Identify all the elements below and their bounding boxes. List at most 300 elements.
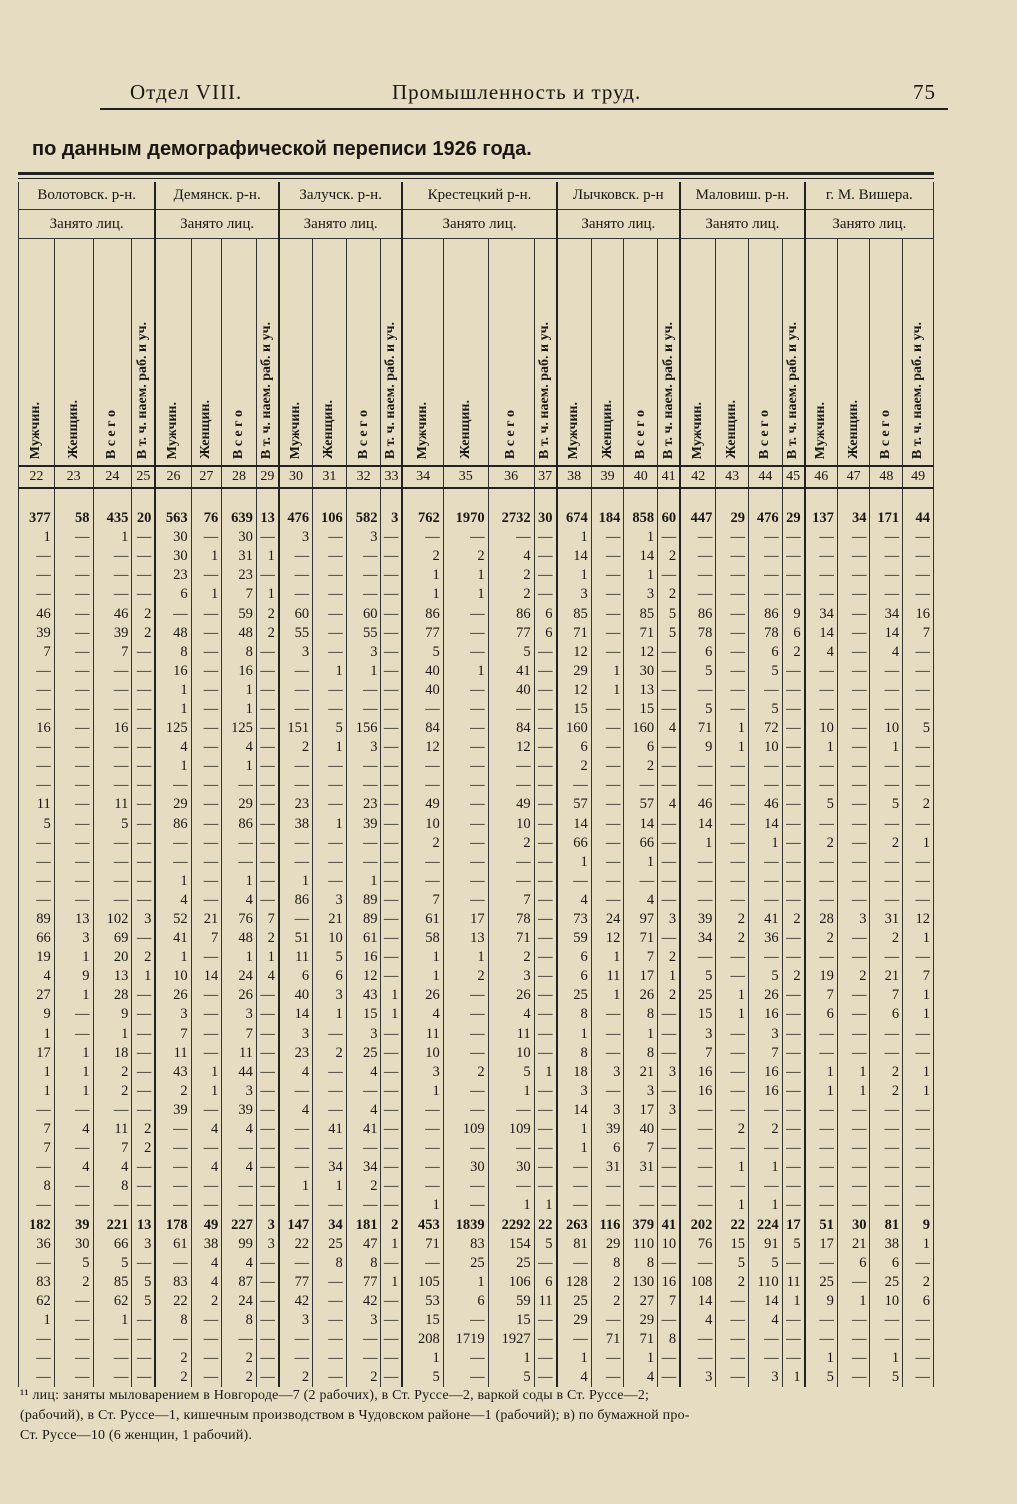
table-cell: 13 [54,910,93,929]
table-cell: 1 [381,1235,402,1254]
table-cell: — [19,585,55,604]
table-cell: — [837,1311,870,1330]
table-cell: — [132,757,156,776]
table-cell: — [805,1177,838,1196]
table-cell: 4 [402,1005,443,1024]
table-cell: — [54,585,93,604]
table-cell: 2 [782,967,805,986]
table-cell: 6 [534,1273,556,1292]
table-cell: — [557,872,592,891]
table-cell: 17 [624,1101,658,1120]
table-cell: — [805,1254,838,1273]
table-cell: 2 [132,948,156,967]
table-cell: — [155,776,191,795]
table-cell: 61 [402,910,443,929]
table-cell: 1 [19,1311,55,1330]
table-cell: — [402,1177,443,1196]
table-cell: — [534,929,556,948]
table-cell: 5 [313,948,347,967]
table-cell: — [837,662,870,681]
column-label-text: Мужчин. [165,401,181,459]
table-cell: 4 [54,1158,93,1177]
table-cell: 1 [54,1063,93,1082]
column-label-row [19,239,934,467]
table-cell: — [54,604,93,623]
column-label-text: Женщин. [724,400,740,459]
table-cell: — [591,834,624,853]
table-cell: 6 [870,1005,903,1024]
table-cell: — [443,643,488,662]
table-cell: 2 [132,604,156,623]
column-label [222,239,257,467]
table-cell: — [534,1330,556,1349]
table-cell: 1 [716,738,749,757]
table-cell: — [591,604,624,623]
table-cell: — [903,738,934,757]
table-cell: 48 [222,929,257,948]
table-cell: 1 [346,662,381,681]
table-cell: — [870,1044,903,1063]
table-cell: — [658,1005,681,1024]
table-cell: — [381,1139,402,1158]
table-cell: — [313,795,347,814]
table-cell: 3 [624,1082,658,1101]
table-cell: — [870,776,903,795]
table-cell: — [658,700,681,719]
table-cell: 6 [279,967,313,986]
table-cell: — [658,757,681,776]
table-cell: — [680,872,716,891]
table-cell: 39 [54,1215,93,1234]
table-cell: 10 [658,1235,681,1254]
table-cell: 1 [716,1158,749,1177]
table-cell: 5 [19,815,55,834]
table-cell: 130 [624,1273,658,1292]
table-cell: — [870,891,903,910]
table-cell: 1 [443,662,488,681]
table-cell: — [155,604,191,623]
column-label [624,239,658,467]
table-cell: 1 [591,662,624,681]
column-label [402,239,443,467]
table-cell: 48 [155,624,191,643]
table-cell: 3 [837,910,870,929]
table-cell: 1 [279,872,313,891]
table-cell: — [782,853,805,872]
table-cell: 60 [279,604,313,623]
table-cell: 7 [870,986,903,1005]
table-cell: 8 [155,643,191,662]
table-cell: — [591,1368,624,1387]
column-number: 42 [680,466,716,488]
table-cell: 8 [658,1330,681,1349]
table-cell: 11 [93,1120,132,1139]
table-cell: 34 [680,929,716,948]
table-row [19,1349,934,1368]
table-cell: — [903,1349,934,1368]
table-cell: — [716,528,749,547]
table-cell: — [805,1044,838,1063]
table-cell: — [903,662,934,681]
table-cell: 5 [54,1254,93,1273]
table-cell: — [837,834,870,853]
table-cell: — [256,566,278,585]
table-cell: — [222,1330,257,1349]
table-cell: 3 [279,643,313,662]
column-label [903,239,934,467]
table-cell: — [903,700,934,719]
table-cell: — [534,776,556,795]
table-cell: — [837,624,870,643]
table-cell: — [716,1330,749,1349]
table-cell: — [680,1330,716,1349]
table-cell: 453 [402,1215,443,1234]
table-cell: — [903,853,934,872]
table-cell: — [782,662,805,681]
table-cell: — [132,815,156,834]
table-cell: — [680,681,716,700]
table-cell: — [443,776,488,795]
table-cell: — [782,1082,805,1101]
district-header: г. М. Вишера. [805,182,934,210]
table-cell: 71 [624,929,658,948]
table-cell: 30 [155,547,191,566]
table-cell: 4 [488,1005,534,1024]
table-cell: — [443,738,488,757]
table-cell: 7 [155,1025,191,1044]
column-label-text: В т. ч. наем. раб. и уч. [135,321,151,459]
table-cell: 19 [805,967,838,986]
table-cell: — [402,1158,443,1177]
table-cell: — [381,1330,402,1349]
table-cell: — [903,1311,934,1330]
table-cell: 29 [222,795,257,814]
table-cell: — [837,1025,870,1044]
table-cell: 1 [903,834,934,853]
table-cell: — [279,834,313,853]
table-cell: 1 [19,528,55,547]
table-cell: — [191,1330,222,1349]
table-cell: 1 [19,1025,55,1044]
table-cell: — [191,681,222,700]
table-cell: — [782,1177,805,1196]
table-row [19,604,934,623]
table-cell: — [837,795,870,814]
table-cell: 447 [680,509,716,528]
table-row [19,1177,934,1196]
table-cell: — [19,547,55,566]
table-cell: 4 [222,1120,257,1139]
table-cell: — [903,1196,934,1215]
table-cell: — [716,1177,749,1196]
table-cell: — [381,1311,402,1330]
table-cell: — [54,662,93,681]
table-cell: — [680,566,716,585]
table-cell: — [313,1273,347,1292]
table-cell: 1 [624,853,658,872]
table-cell: 1 [54,986,93,1005]
table-cell: 7 [191,929,222,948]
table-cell: — [313,1196,347,1215]
table-cell: — [313,1082,347,1101]
table-cell: 5 [716,1254,749,1273]
table-cell: 1 [222,700,257,719]
table-cell: 11 [591,967,624,986]
table-cell: 5 [313,719,347,738]
table-cell: 16 [748,1005,782,1024]
table-cell: — [870,1177,903,1196]
table-cell: — [557,1158,592,1177]
column-label [191,239,222,467]
table-cell: — [132,643,156,662]
table-row [19,1368,934,1387]
table-cell: — [256,1196,278,1215]
table-cell: 59 [488,1292,534,1311]
table-cell: 2 [256,604,278,623]
table-cell: — [488,700,534,719]
table-cell: 5 [903,719,934,738]
table-cell: — [346,757,381,776]
column-label [93,239,132,467]
table-cell: 128 [557,1273,592,1292]
table-cell: 26 [402,986,443,1005]
table-cell: 14 [748,815,782,834]
table-cell: — [381,681,402,700]
table-cell: 30 [155,528,191,547]
table-cell: 15 [716,1235,749,1254]
column-number: 41 [658,466,681,488]
table-cell: 2 [870,1063,903,1082]
table-cell: 10 [748,738,782,757]
table-cell: 61 [155,1235,191,1254]
table-cell: — [256,1273,278,1292]
table-cell: 1 [805,1063,838,1082]
table-cell: 3 [279,1025,313,1044]
table-cell: — [748,547,782,566]
table-cell: 71 [680,719,716,738]
table-cell: — [132,700,156,719]
table-cell: 582 [346,509,381,528]
table-cell: 6 [557,738,592,757]
table-cell: — [805,1139,838,1158]
table-cell: — [837,700,870,719]
table-cell: — [19,681,55,700]
table-cell: — [716,1082,749,1101]
table-cell: 49 [402,795,443,814]
table-cell: 11 [279,948,313,967]
table-cell: — [132,566,156,585]
table-cell: 31 [870,910,903,929]
column-label [591,239,624,467]
table-cell: — [782,795,805,814]
column-number: 36 [488,466,534,488]
table-cell: 1 [870,1349,903,1368]
column-label [346,239,381,467]
table-cell: — [805,662,838,681]
table-cell: — [132,853,156,872]
table-cell: — [805,853,838,872]
table-cell: — [870,872,903,891]
table-cell: 11 [222,1044,257,1063]
table-cell: — [132,1158,156,1177]
table-cell: 71 [488,929,534,948]
column-label [381,239,402,467]
table-cell: 1 [557,528,592,547]
column-label-text: В с е г о [632,409,648,459]
table-cell: 12 [557,681,592,700]
table-cell: 2 [658,986,681,1005]
table-cell: 2 [256,624,278,643]
table-cell: 3 [346,643,381,662]
table-cell: — [837,1139,870,1158]
table-cell: — [256,700,278,719]
table-cell: — [534,585,556,604]
table-cell: — [716,681,749,700]
table-cell: — [837,929,870,948]
table-row [19,948,934,967]
table-cell: 43 [346,986,381,1005]
table-cell: 23 [346,795,381,814]
table-cell: — [381,585,402,604]
table-cell: — [870,700,903,719]
table-cell: — [132,528,156,547]
table-row [19,1273,934,1292]
table-cell: 1 [346,872,381,891]
column-label [19,239,55,467]
table-cell: — [132,585,156,604]
table-cell: — [837,776,870,795]
table-cell: — [54,738,93,757]
table-cell: 3 [680,1368,716,1387]
table-cell: 76 [191,509,222,528]
table-cell: 2 [93,1063,132,1082]
table-cell: — [748,681,782,700]
table-cell: 2 [782,643,805,662]
table-cell: 1 [557,566,592,585]
table-cell: 30 [624,662,658,681]
table-cell: — [93,1368,132,1387]
table-cell: — [155,1196,191,1215]
table-row [19,1044,934,1063]
table-cell: 25 [805,1273,838,1292]
table-cell: — [279,681,313,700]
column-number: 28 [222,466,257,488]
table-cell: — [402,1254,443,1273]
table-cell: — [346,834,381,853]
table-cell: — [381,872,402,891]
table-cell: — [716,700,749,719]
table-cell: — [93,1101,132,1120]
column-label [805,239,838,467]
table-cell: — [313,1025,347,1044]
column-label-text: В т. ч. наем. раб. и уч. [537,321,553,459]
table-cell: 4 [805,643,838,662]
table-cell: — [279,1196,313,1215]
table-cell: 5 [488,1368,534,1387]
table-cell: 1 [624,1025,658,1044]
table-cell: — [191,986,222,1005]
table-cell: — [488,776,534,795]
table-cell: 7 [658,1292,681,1311]
table-cell: 181 [346,1215,381,1234]
table-cell: — [805,566,838,585]
table-cell: — [782,776,805,795]
table-cell: 7 [402,891,443,910]
table-cell: — [443,1139,488,1158]
table-cell: — [132,776,156,795]
table-cell: — [870,815,903,834]
column-label-text: Мужчин. [690,401,706,459]
table-cell: — [837,585,870,604]
column-number: 49 [903,466,934,488]
table-cell: 5 [805,795,838,814]
table-cell: — [381,1292,402,1311]
table-cell: — [256,1368,278,1387]
table-cell: 5 [782,1235,805,1254]
table-cell: 5 [870,795,903,814]
table-cell: 7 [624,1139,658,1158]
table-cell: 8 [222,1311,257,1330]
table-cell: — [279,1330,313,1349]
table-cell: 89 [346,891,381,910]
table-cell: 7 [222,585,257,604]
table-cell: — [748,585,782,604]
table-cell: 1 [748,1196,782,1215]
table-cell: — [381,910,402,929]
table-cell: 12 [488,738,534,757]
table-cell: 46 [93,604,132,623]
table-cell: — [279,700,313,719]
table-cell: — [279,853,313,872]
table-cell: 5 [93,1254,132,1273]
table-cell: — [313,1101,347,1120]
column-number: 30 [279,466,313,488]
table-cell: — [19,757,55,776]
table-cell: 20 [132,509,156,528]
table-cell: — [805,872,838,891]
table-cell: — [54,566,93,585]
table-cell: — [624,1177,658,1196]
column-label [534,239,556,467]
table-cell: — [132,1101,156,1120]
table-cell: — [782,986,805,1005]
table-cell: 1 [222,948,257,967]
table-cell: 8 [313,1254,347,1273]
table-cell: 3 [658,1101,681,1120]
table-cell: 7 [19,1120,55,1139]
table-cell: 36 [19,1235,55,1254]
data-table [18,182,934,1387]
table-cell: — [837,757,870,776]
table-cell: 8 [624,1005,658,1024]
table-cell: 2 [155,1349,191,1368]
table-cell: 1 [256,948,278,967]
table-cell: — [132,891,156,910]
table-cell: — [837,853,870,872]
table-cell: — [716,948,749,967]
section-label: Отдел VIII. [130,80,243,104]
table-cell: — [658,1139,681,1158]
table-cell: — [191,795,222,814]
table-cell: 1 [658,967,681,986]
column-number: 29 [256,466,278,488]
table-cell: 6 [748,643,782,662]
table-cell: 2 [488,948,534,967]
table-cell: 110 [624,1235,658,1254]
table-cell: — [381,547,402,566]
table-cell: 151 [279,719,313,738]
table-cell: 263 [557,1215,592,1234]
